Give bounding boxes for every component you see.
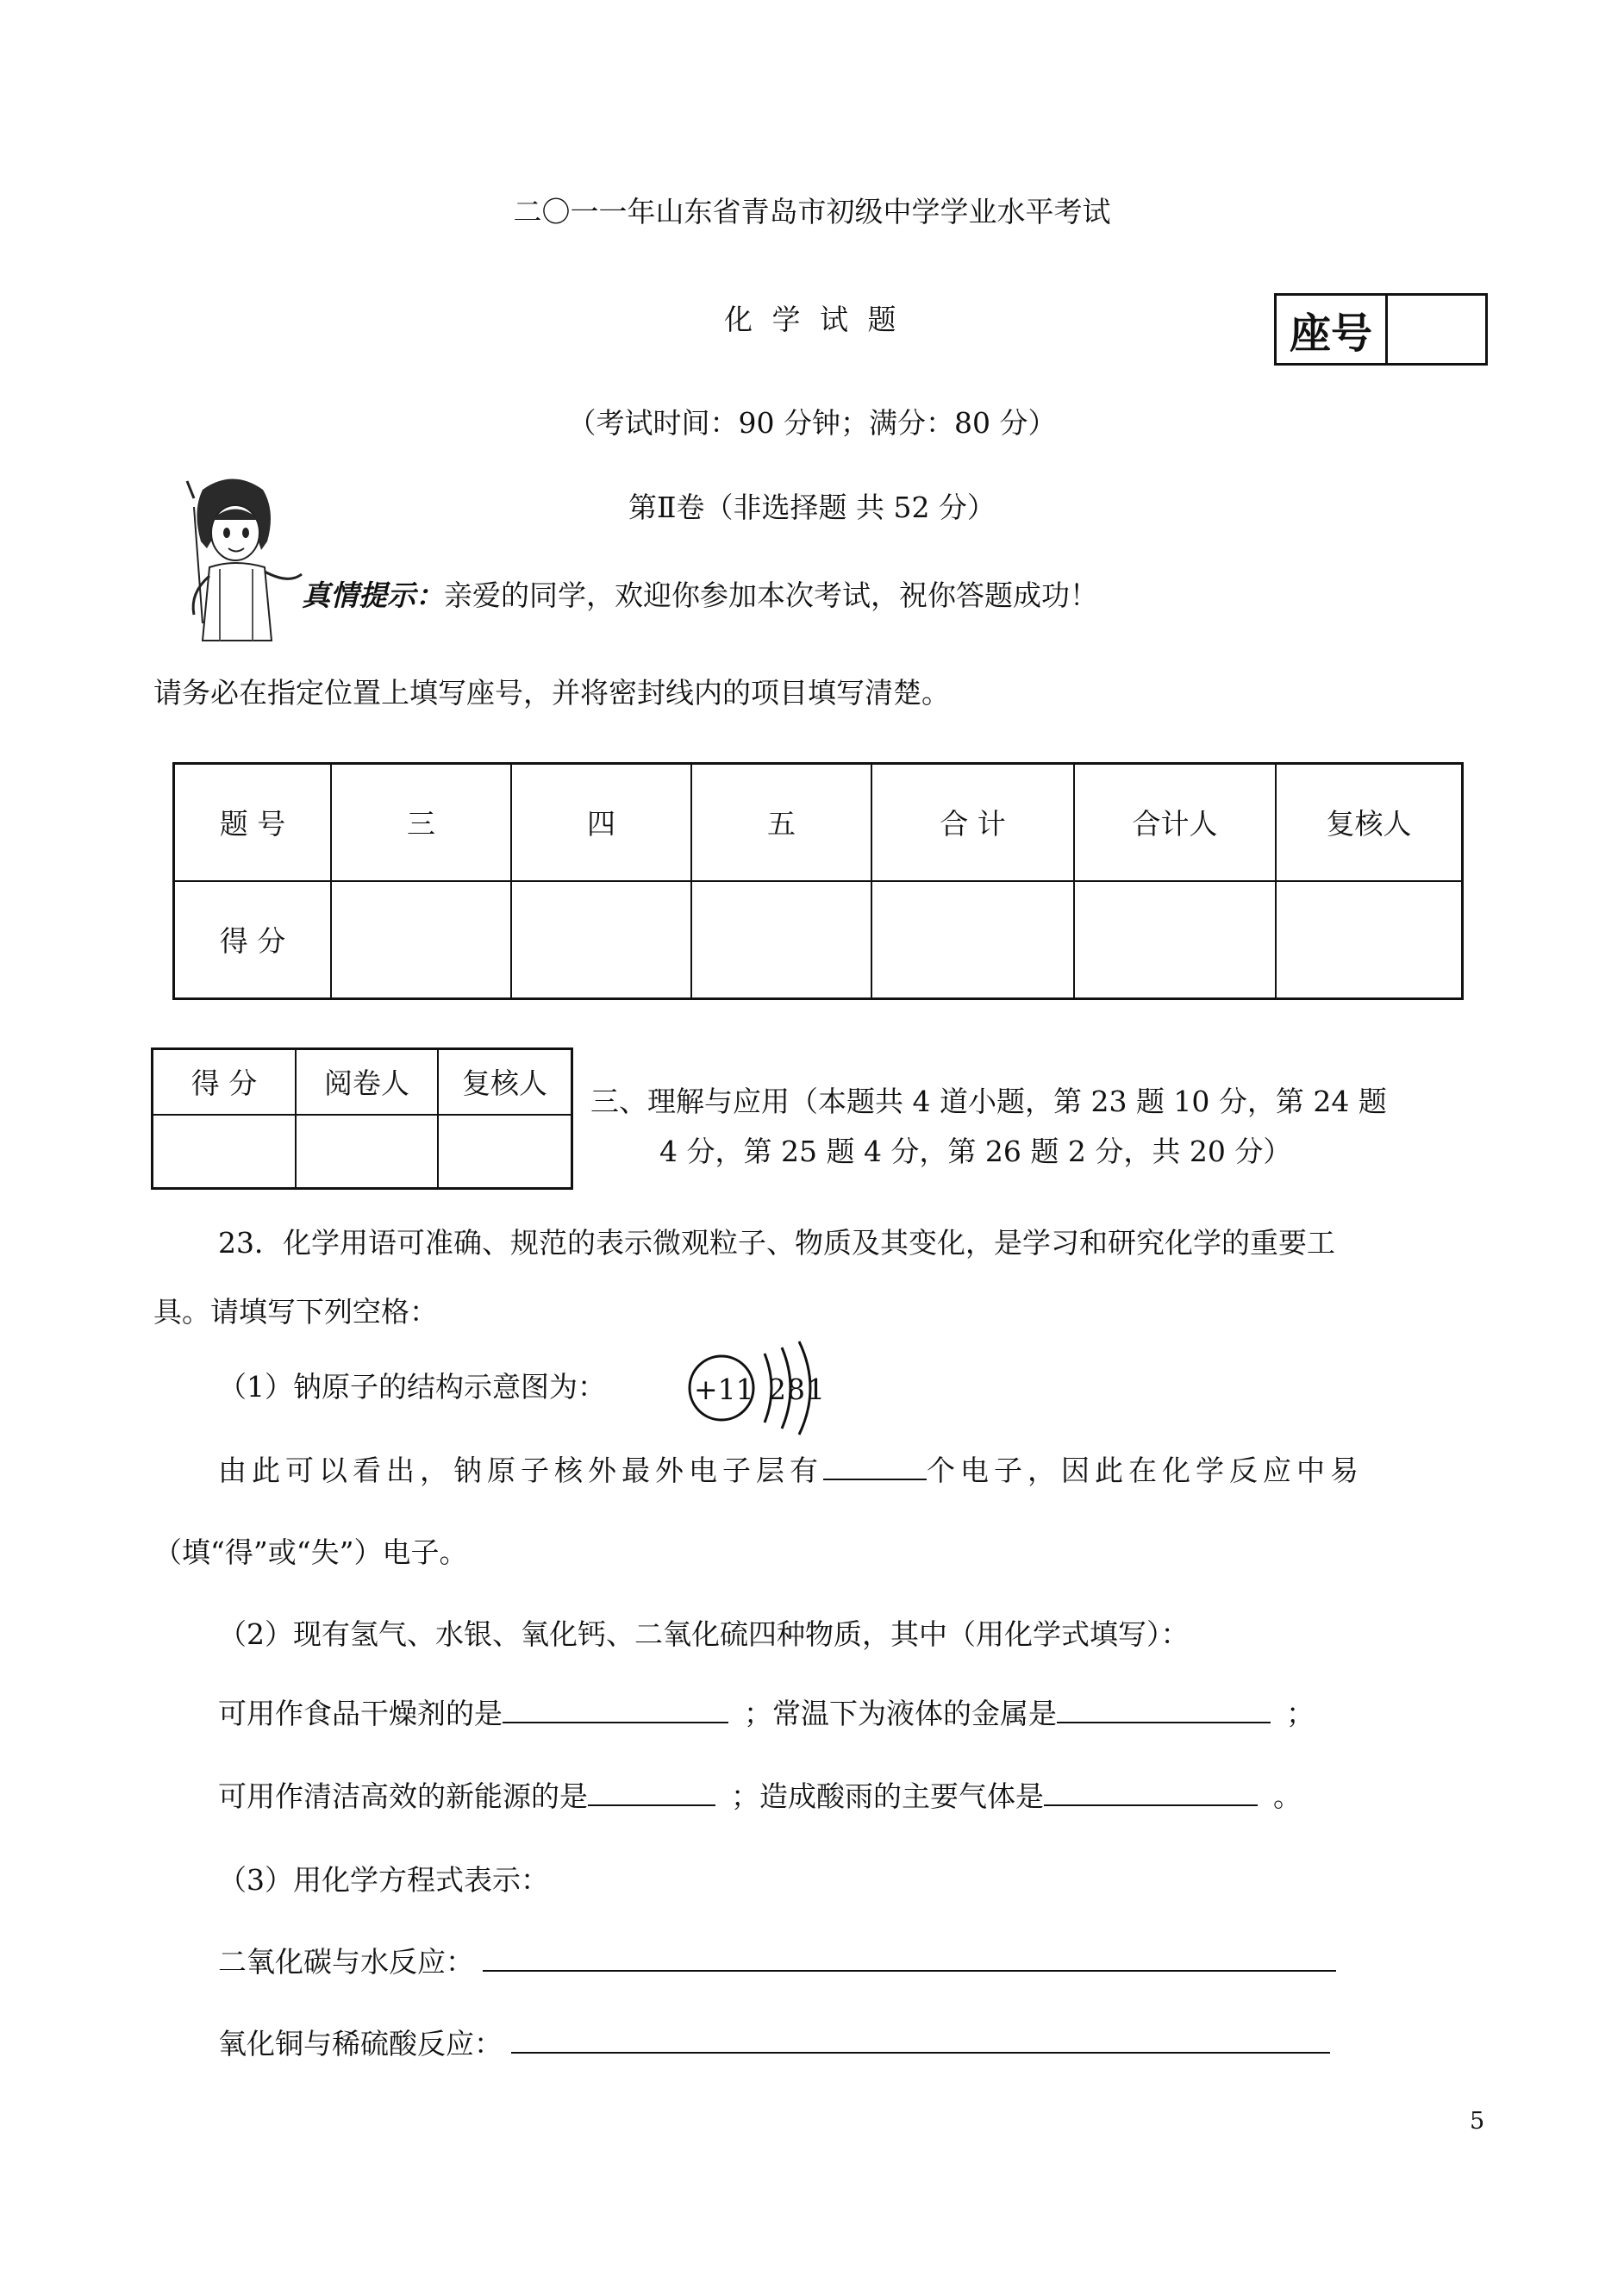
co2-water-label: 二氧化碳与水反应： — [218, 1945, 474, 1979]
acid-rain-label: ；造成酸雨的主要气体是 — [731, 1779, 1044, 1813]
seat-label: 座号 — [1277, 296, 1388, 363]
grader-input-cell[interactable] — [153, 1115, 297, 1189]
tip-label: 真情提示： — [302, 578, 444, 612]
q23-part3-label: （3）用化学方程式表示： — [218, 1863, 549, 1897]
q23-part1-gain-lose: （填“得”或“失”）电子。 — [153, 1535, 468, 1569]
score-header-cell: 三 — [331, 764, 511, 881]
semicolon: ； — [1286, 1697, 1315, 1730]
grader-input-cell[interactable] — [296, 1115, 438, 1189]
sodium-atom-diagram — [685, 1341, 866, 1435]
q23-part3-line1 — [218, 1940, 1336, 1980]
cuo-h2so4-label: 氧化铜与稀硫酸反应： — [218, 2027, 503, 2060]
p1-text-a: 由此可以看出，钠原子核外最外电子层有 — [218, 1454, 823, 1487]
co2-water-equation-blank[interactable] — [483, 1944, 1336, 1972]
seat-input[interactable] — [1388, 296, 1485, 363]
tip-line — [302, 573, 1098, 614]
shell-electrons-3: 1 — [807, 1373, 825, 1406]
period: 。 — [1273, 1779, 1302, 1813]
drying-agent-blank[interactable] — [503, 1696, 728, 1723]
shell-electrons-1: 2 — [768, 1373, 786, 1406]
grader-header-cell: 复核人 — [438, 1049, 572, 1115]
clean-energy-blank[interactable] — [588, 1779, 715, 1806]
section-title: 第Ⅱ卷（非选择题 共 52 分） — [628, 491, 996, 524]
grader-header-cell: 阅卷人 — [296, 1049, 438, 1115]
score-header-cell: 五 — [691, 764, 871, 881]
liquid-metal-label: ；常温下为液体的金属是 — [744, 1697, 1057, 1730]
q23-part1-label: （1）钠原子的结构示意图为： — [218, 1370, 606, 1404]
score-input-cell[interactable] — [511, 881, 691, 999]
section3-line1: 三、理解与应用（本题共 4 道小题，第 23 题 10 分，第 24 题 — [590, 1085, 1387, 1118]
drying-agent-label: 可用作食品干燥剂的是 — [218, 1697, 503, 1730]
score-header-cell: 四 — [511, 764, 691, 881]
q23-part2-label: （2）现有氢气、水银、氧化钙、二氧化硫四种物质，其中（用化学式填写）： — [218, 1617, 1190, 1651]
exam-title: 二〇一一年山东省青岛市初级中学学业水平考试 — [513, 195, 1111, 228]
score-input-cell[interactable] — [691, 881, 871, 999]
section3-line2: 4 分，第 25 题 4 分，第 26 题 2 分，共 20 分） — [659, 1135, 1292, 1168]
acid-rain-blank[interactable] — [1044, 1779, 1258, 1806]
shell-electrons-2: 8 — [787, 1373, 805, 1406]
exam-info: （考试时间：90 分钟；满分：80 分） — [567, 406, 1057, 440]
outer-electron-count-blank[interactable] — [823, 1453, 927, 1480]
instruction: 请务必在指定位置上填写座号，并将密封线内的项目填写清楚。 — [153, 676, 950, 710]
score-header-cell: 合计人 — [1074, 764, 1276, 881]
score-input-cell[interactable] — [1074, 881, 1276, 999]
score-row-label: 得 分 — [174, 881, 332, 999]
grader-table — [151, 1047, 573, 1190]
cartoon-girl-illustration — [168, 472, 315, 645]
score-table — [172, 762, 1464, 1000]
q23-intro-line1: 23．化学用语可准确、规范的表示微观粒子、物质及其变化，是学习和研究化学的重要工 — [218, 1226, 1335, 1260]
score-header-cell: 题 号 — [174, 764, 332, 881]
q23-part3-line2 — [218, 2022, 1330, 2062]
score-header-cell: 复核人 — [1276, 764, 1463, 881]
nucleus-charge: +11 — [694, 1373, 754, 1406]
score-input-cell[interactable] — [1276, 881, 1463, 999]
clean-energy-label: 可用作清洁高效的新能源的是 — [218, 1779, 588, 1813]
grader-header-cell: 得 分 — [153, 1049, 297, 1115]
page-number: 5 — [1470, 2108, 1485, 2135]
q23-part2-line2 — [218, 1774, 1302, 1815]
score-input-cell[interactable] — [871, 881, 1074, 999]
tip-text: 亲爱的同学，欢迎你参加本次考试，祝你答题成功！ — [444, 578, 1098, 612]
q23-part2-line1 — [218, 1692, 1315, 1732]
seat-number-box[interactable] — [1274, 293, 1488, 366]
cuo-h2so4-equation-blank[interactable] — [511, 2026, 1330, 2054]
p1-text-b: 个电子，因此在化学反应中易 — [927, 1454, 1364, 1487]
liquid-metal-blank[interactable] — [1057, 1696, 1271, 1723]
q23-part1-text — [218, 1448, 1364, 1489]
subject-title: 化 学 试 题 — [724, 303, 902, 336]
grader-input-cell[interactable] — [438, 1115, 572, 1189]
q23-intro-line2: 具。请填写下列空格： — [153, 1295, 438, 1329]
score-input-cell[interactable] — [331, 881, 511, 999]
score-header-cell: 合 计 — [871, 764, 1074, 881]
